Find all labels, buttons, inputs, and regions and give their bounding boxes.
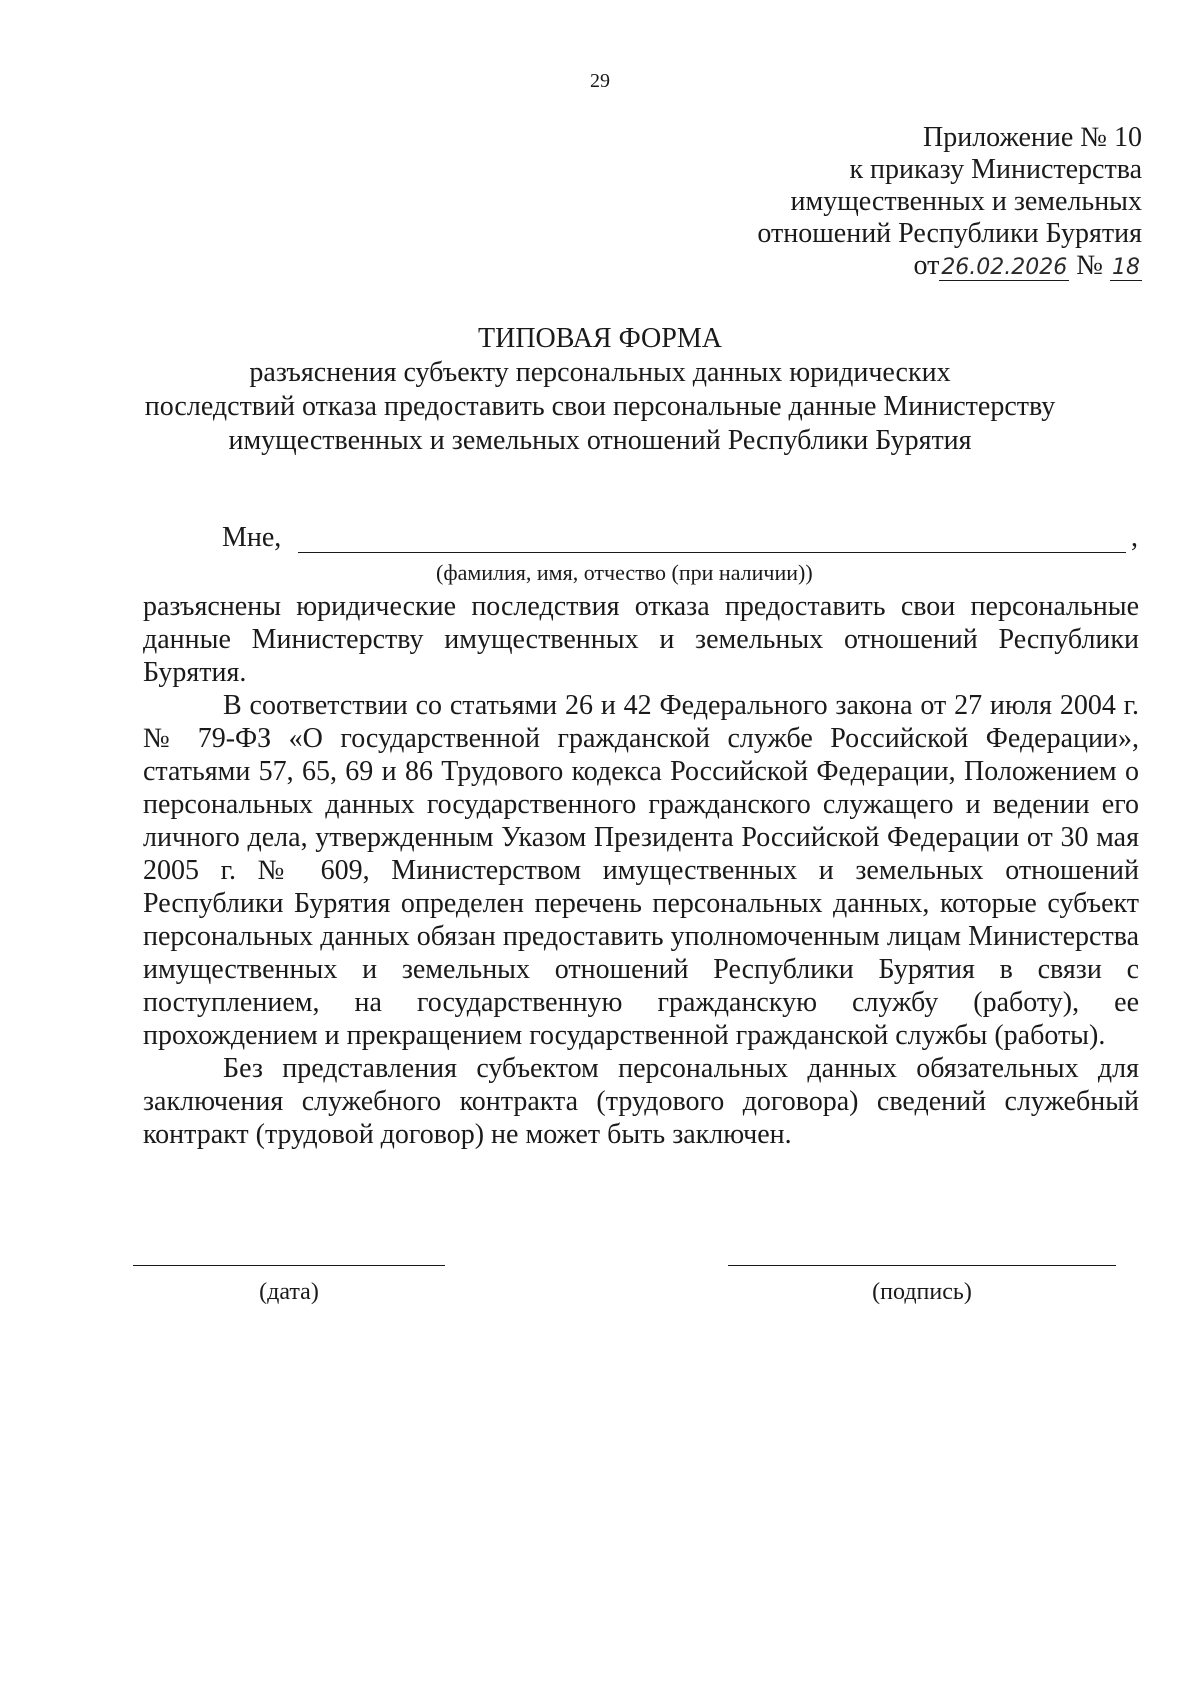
paragraph: В соответствии со статьями 26 и 42 Федерального закона от 27 июля 2004 г. № 79-ФЗ «О государственной гражданской службе Российской Федерации», статьями 57, 65, 69 и 86 Трудового кодекса Российской Федерации, Положением о персональных данных государственного гражданского служащего и ведении его личного дела, утвержденным Указом Президента Российской Федерации от 30 мая 2005 г. № 609, Министерством имущественных и земельных отношений Республики Бурятия определен перечень персональных данных, которые субъект персональных данных обязан предоставить уполномоченным лицам Министерства имущественных и земельных отношений Республики Бурятия в связи с поступлением, на государственную гражданскую службу (работу), ее прохождением и прекращением государственной гражданской службы (работы). — [143, 690, 1139, 1051]
handwritten-date: 26.02.2026 — [941, 255, 1068, 280]
name-field-caption: (фамилия, имя, отчество (при наличии)) — [436, 560, 813, 585]
subtitle-line: последствий отказа предоставить свои персональные данные Министерству — [144, 391, 1056, 422]
handwritten-number: 18 — [1112, 255, 1140, 280]
subtitle-line: имущественных и земельных отношений Республики Бурятия — [228, 425, 972, 456]
body-text — [143, 590, 1139, 1151]
appendix-header — [757, 122, 1142, 282]
date-fill-line[interactable] — [133, 1265, 445, 1266]
appendix-line: имущественных и земельных — [790, 186, 1142, 217]
appendix-line: к приказу Министерства — [849, 154, 1142, 185]
appendix-line: отношений Республики Бурятия — [757, 218, 1142, 249]
signature-fill-line[interactable] — [728, 1265, 1116, 1266]
appendix-date-line — [757, 250, 1142, 282]
signature-label: (подпись) — [872, 1279, 972, 1305]
paragraph: разъяснены юридические последствия отказа предоставить свои персональные данные Министерству имущественных и земельных отношений Республики Бурятия. — [143, 591, 1139, 688]
mne-label: Мне, — [222, 522, 282, 553]
name-field-row — [222, 522, 1140, 554]
subtitle-line: разъяснения субъекту персональных данных юридических — [249, 357, 951, 388]
form-subtitle — [0, 356, 1200, 458]
page-number: 29 — [590, 70, 610, 92]
date-label: (дата) — [259, 1279, 319, 1305]
name-comma: , — [1131, 522, 1138, 553]
name-fill-line[interactable] — [298, 552, 1126, 553]
number-prefix: № — [1076, 250, 1103, 281]
date-prefix: от — [913, 250, 940, 281]
form-title: ТИПОВАЯ ФОРМА — [478, 323, 722, 354]
appendix-line: Приложение № 10 — [923, 122, 1142, 153]
paragraph: Без представления субъектом персональных данных обязательных для заключения служебного контракта (трудового договора) сведений служебный контракт (трудовой договор) не может быть заключен. — [143, 1053, 1139, 1150]
